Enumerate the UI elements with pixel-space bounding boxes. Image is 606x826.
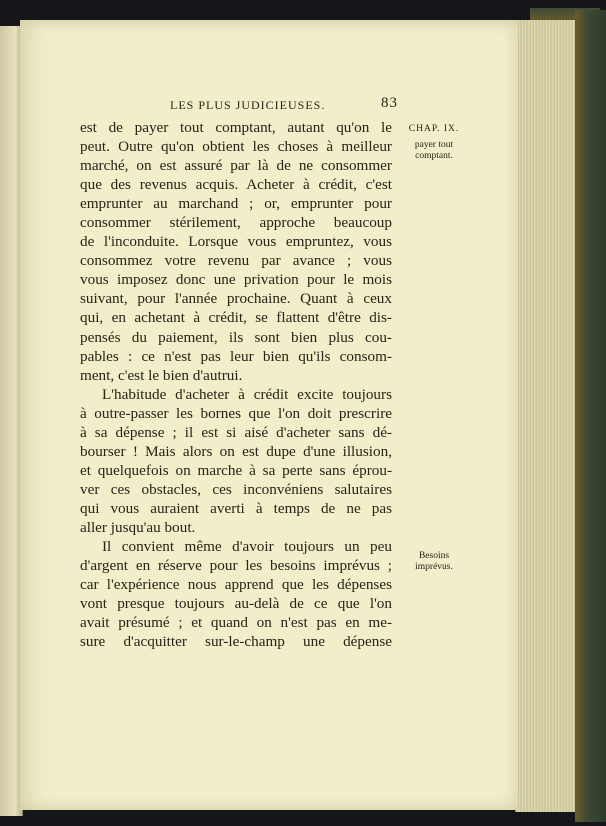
- margin-note-line: comptant.: [415, 151, 453, 161]
- text-line: car l'expérience nous apprend que les dépenses: [80, 576, 392, 594]
- body-text: [80, 118, 392, 651]
- text-line: pensés du paiement, ils sont bien plus cou-: [80, 328, 392, 346]
- paragraph: [80, 118, 392, 385]
- margin-note-payment: [404, 124, 464, 162]
- book-cover: [575, 10, 606, 822]
- margin-note-needs: [404, 551, 464, 573]
- text-line: vous imposez donc une privation pour le mois: [80, 271, 392, 289]
- text-line: ver ces obstacles, ces inconvéniens salutaires: [80, 480, 392, 498]
- text-line: sure d'acquitter sur-le-champ une dépense: [80, 633, 392, 651]
- text-line: à sa dépense ; il est si aisé d'acheter sans dé-: [80, 423, 392, 441]
- text-line: qui, en achetant à crédit, se flattent d'être dis-: [80, 309, 392, 327]
- margin-note-line: imprévus.: [415, 562, 453, 572]
- text-line: et quelquefois on marche à sa perte sans éprou-: [80, 461, 392, 479]
- chapter-label: CHAP. IX.: [408, 124, 460, 134]
- text-line: d'argent en réserve pour les besoins imprévus ;: [80, 557, 392, 575]
- text-line: vont presque toujours au-delà de ce que l'on: [80, 595, 392, 613]
- text-line: peut. Outre qu'on obtient les choses à meilleur: [80, 138, 392, 156]
- text-line: suivant, pour l'année prochaine. Quant à ceux: [80, 290, 392, 308]
- text-line: que des revenus acquis. Acheter à crédit, c'est: [80, 176, 392, 194]
- text-line: à outre-passer les bornes que l'on doit prescrire: [80, 404, 392, 422]
- margin-note-line: Besoins: [418, 551, 450, 561]
- paragraph: [80, 385, 392, 537]
- page-number: 83: [381, 95, 398, 111]
- text-line: marché, on est assuré par là de ne consommer: [80, 157, 392, 175]
- page-header: [170, 95, 398, 115]
- text-line: avait présumé ; et quand on n'est pas en me-: [80, 614, 392, 632]
- text-line: qui vous auraient averti à temps de ne pas: [80, 499, 392, 517]
- margin-note-line: payer tout: [414, 140, 454, 150]
- text-line: consommez votre revenu par avance ; vous: [80, 252, 392, 270]
- running-title: LES PLUS JUDICIEUSES.: [170, 98, 326, 112]
- text-line: emprunter au marchand ; or, emprunter pour: [80, 195, 392, 213]
- text-line: de l'inconduite. Lorsque vous empruntez, vous: [80, 233, 392, 251]
- page-edges: [515, 20, 576, 812]
- text-line: consommer stérilement, approche beaucoup: [80, 214, 392, 232]
- text-line: pables : ce n'est pas leur bien qu'ils consom-: [80, 347, 392, 365]
- text-line: ment, c'est le bien d'autrui.: [80, 366, 243, 384]
- text-line: aller jusqu'au bout.: [80, 518, 196, 536]
- text-line: bourser ! Mais alors on est dupe d'une illusion,: [80, 442, 392, 460]
- paragraph: [80, 537, 392, 651]
- text-line: L'habitude d'acheter à crédit excite toujours: [102, 385, 392, 403]
- text-line: Il convient même d'avoir toujours un peu: [102, 538, 392, 556]
- text-line: est de payer tout comptant, autant qu'on le: [80, 119, 392, 136]
